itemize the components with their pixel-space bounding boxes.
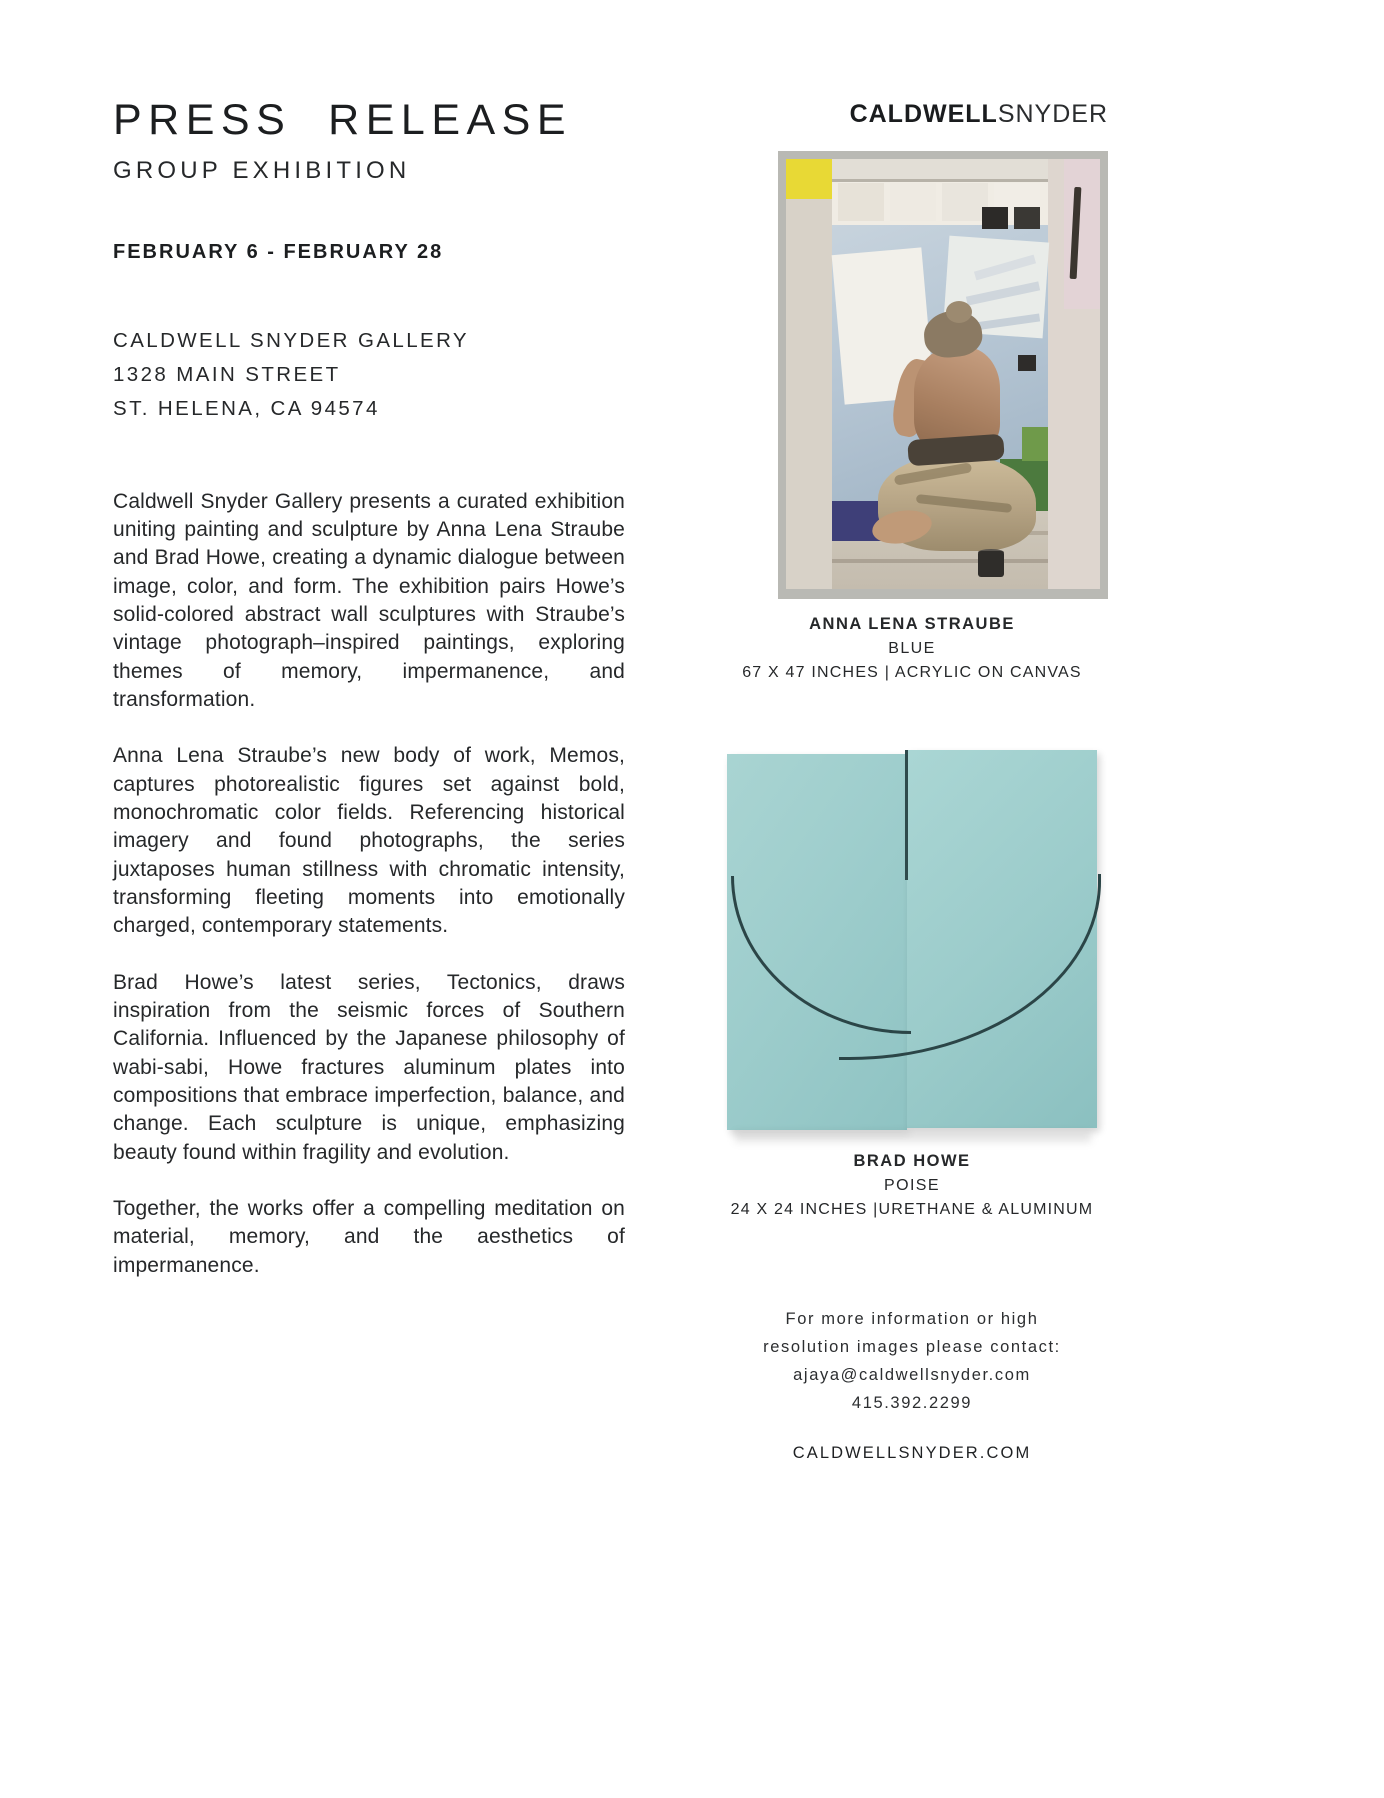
- right-media-column: [716, 100, 1108, 1467]
- artwork-image-1: [778, 151, 1108, 599]
- painting-blue-illustration: [786, 159, 1100, 589]
- artwork-caption-1: [716, 615, 1108, 682]
- address-gallery-name: CALDWELL SNYDER GALLERY: [113, 329, 469, 353]
- logo-caldwell: CALDWELL: [849, 100, 998, 128]
- sculpture-poise-illustration: [721, 748, 1103, 1136]
- body-paragraph-3: Brad Howe’s latest series, Tectonics, draws inspiration from the seismic forces of Southern California. Influenced by the Japanese philosophy of wabi-sabi, Howe fractures aluminum plates into compositions that embrace imperfection, balance, and change. Each sculpture is unique, emphasizing beauty found within fragility and evolution.: [113, 970, 625, 1164]
- artwork-image-2: [716, 748, 1108, 1136]
- caption-medium-1: 67 X 47 INCHES | ACRYLIC ON CANVAS: [742, 664, 1082, 681]
- contact-website[interactable]: CALDWELLSNYDER.COM: [792, 1444, 1032, 1463]
- artwork-caption-2: [716, 1152, 1108, 1219]
- contact-line-1: For more information or high: [785, 1310, 1039, 1328]
- contact-email[interactable]: ajaya@caldwellsnyder.com: [793, 1366, 1031, 1385]
- exhibition-dates: FEBRUARY 6 - FEBRUARY 28: [113, 241, 444, 264]
- body-paragraph-4: Together, the works offer a compelling meditation on material, memory, and the aesthetics of impermanence.: [113, 1197, 625, 1277]
- body-paragraph-2: Anna Lena Straube’s new body of work, Memos, captures photorealistic figures set against bold, monochromatic color fields. Referencing historical imagery and found photographs, the series juxtaposes human stillness with chromatic intensity, transforming fleeting moments into emotionally charged, contemporary statements.: [113, 744, 625, 938]
- gallery-logo: [716, 100, 1108, 129]
- contact-block: [716, 1305, 1108, 1467]
- page-title: PRESS RELEASE: [113, 96, 573, 144]
- logo-snyder: SNYDER: [997, 100, 1108, 128]
- caption-title-2: POISE: [884, 1177, 940, 1194]
- page-subtitle: GROUP EXHIBITION: [113, 157, 411, 185]
- caption-medium-2: 24 X 24 INCHES |URETHANE & ALUMINUM: [730, 1201, 1094, 1218]
- contact-line-2: resolution images please contact:: [763, 1338, 1061, 1357]
- caption-artist-2: BRAD HOWE: [853, 1152, 971, 1170]
- caption-artist-1: ANNA LENA STRAUBE: [809, 615, 1015, 633]
- gallery-address: [113, 324, 625, 425]
- address-city-state-zip: ST. HELENA, CA 94574: [113, 396, 380, 420]
- body-paragraph-1: Caldwell Snyder Gallery presents a curated exhibition uniting painting and sculpture by Anna Lena Straube and Brad Howe, creating a dynamic dialogue between image, color, and form. The exhibition pairs Howe’s solid-colored abstract wall sculptures with Straube’s vintage photograph–inspired paintings, exploring themes of memory, impermanence, and transformation.: [113, 489, 625, 711]
- address-street: 1328 MAIN STREET: [113, 362, 341, 386]
- left-text-column: [113, 98, 625, 1280]
- caption-title-1: BLUE: [888, 640, 936, 657]
- contact-phone[interactable]: 415.392.2299: [851, 1394, 973, 1413]
